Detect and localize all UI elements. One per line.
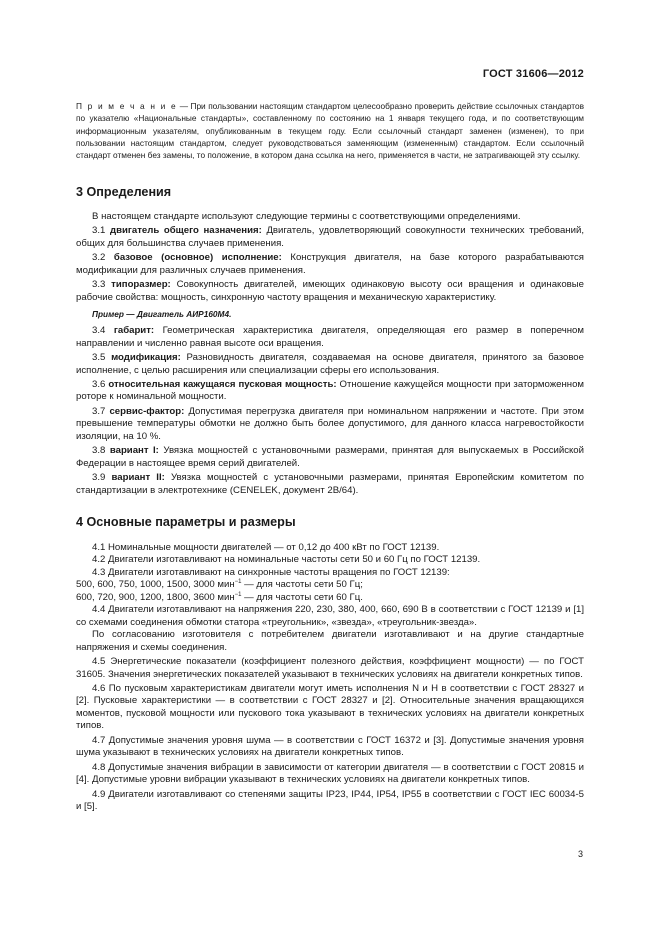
reference-note (76, 100, 584, 161)
note-paragraph (76, 100, 584, 161)
section-3-intro: В настоящем стандарте используют следующие термины с соответствующими определениями. (92, 211, 521, 222)
definition-3-7: 3.7 сервис-фактор: Допустимая перегрузка двигателя при номинальном напряжении и частоте. При этом превышение температуры обмотки не должно быть более допустимого, для данного класса нагревостойкости изоляции, на 10 %. (76, 405, 584, 442)
definition-3-8: 3.8 вариант I: Увязка мощностей с установочными размерами, принятая для выпускаемых в Российской Федерации в настоящее время серий двигателей. (76, 445, 585, 469)
clause-4-9: 4.9 Двигатели изготавливают со степенями защиты IP23, IP44, IP54, IP55 в соответствии с ГОСТ IEC 60034-5 и [5]. (76, 788, 584, 813)
term: двигатель общего назначения: (110, 225, 262, 237)
definition-3-2: 3.2 базовое (основное) исполнение: Конструкция двигателя, на базе которого разрабатываются модификации для различных случаев применения. (76, 252, 584, 276)
term: сервис-фактор: (109, 405, 185, 417)
term: относительная кажущаяся пусковая мощность: (108, 378, 337, 390)
term: базовое (основное) исполнение: (113, 252, 282, 264)
clause-4-2: 4.2 Двигатели изготавливают на номинальные частоты сети 50 и 60 Гц по ГОСТ 12139. (92, 554, 481, 566)
definition-3-3: 3.3 типоразмер: Совокупность двигателей, имеющих одинаковую высоту оси вращения и одинаковые рабочие свойства: мощность, синхронную частоту вращения и механическую характеристику. (76, 279, 584, 303)
clause-4-6: 4.6 По пусковым характеристикам двигатели могут иметь исполнения N и Н в соответствии с ГОСТ 28327 и [2]. Пусковые характеристики — в соответствии с ГОСТ 28327 и [2]. Относительные значения вращающихся моментов, пусковой мощности или пускового тока указывают в технических условиях на двигатели конкретных типов. (76, 682, 584, 732)
clause-4-5: 4.5 Энергетические показатели (коэффициент полезного действия, коэффициент мощности) — по ГОСТ 31605. Значения энергетических показателей указывают в технических условиях на двигатели конкретных типов. (76, 656, 584, 680)
section-4-body (76, 542, 584, 814)
document-header: ГОСТ 31606—2012 (482, 68, 584, 80)
definition-3-1: 3.1 двигатель общего назначения: Двигатель, удовлетворяющий совокупности технических требований, общих для большинства случаев применения. (76, 225, 584, 249)
term: вариант II: (111, 472, 165, 484)
term: типоразмер: (111, 279, 171, 291)
clause-4-3: 4.3 Двигатели изготавливают на синхронные частоты вращения по ГОСТ 12139: (92, 566, 450, 578)
section-3-heading: 3 Определения (76, 185, 172, 199)
note-label: П р и м е ч а н и е (76, 101, 178, 111)
term: вариант I: (109, 445, 159, 457)
definition-3-9: 3.9 вариант II: Увязка мощностей с установочными размерами, принятая Европейским комитетом по стандартизации в электротехнике (CENELEK, документ 2B/64). (76, 472, 584, 496)
page-number: 3 (577, 849, 583, 859)
definition-3-4: 3.4 габарит: Геометрическая характеристика двигателя, определяющая его размер в поперечном направлении и численно равная высоте оси вращения. (76, 325, 584, 349)
definition-3-5: 3.5 модификация: Разновидность двигателя, создаваемая на основе двигателя, принятого за базовое исполнение, с целью расширения или специализации сферы его использования. (76, 352, 584, 376)
clause-4-3-line-2: 600, 720, 900, 1200, 1800, 3600 мин$^{-1}$ — для частоты сети 60 Гц. (76, 591, 363, 603)
clause-4-3-line-1: 500, 600, 750, 1000, 1500, 3000 мин$^{-1}$ — для частоты сети 50 Гц; (76, 579, 363, 591)
clause-4-7: 4.7 Допустимые значения уровня шума — в соответствии с ГОСТ 16372 и [3]. Допустимые значения уровня шума указывают в технических условиях на двигатели конкретных типов. (76, 734, 584, 759)
section-3-body (76, 211, 584, 497)
term: модификация: (111, 352, 181, 364)
section-4-heading: 4 Основные параметры и размеры (76, 515, 296, 529)
clause-4-4: 4.4 Двигатели изготавливают на напряжения 220, 230, 380, 400, 660, 690 В в соответствии с ГОСТ 12139 и [1] со схемами соединения обмотки статора «треугольник», «звезда», «треугольник-звезда». (76, 604, 584, 628)
clause-4-4-note: По согласованию изготовителя с потребителем двигатели изготавливают и на другие стандартные напряжения и схемы соединения. (76, 629, 584, 653)
term: габарит: (113, 325, 155, 337)
clause-4-8: 4.8 Допустимые значения вибрации в зависимости от категории двигателя — в соответствии с ГОСТ 20815 и [4]. Допустимые уровни вибрации указывают в технических условиях на двигатели конкретных типов. (76, 761, 584, 786)
definition-3-6: 3.6 относительная кажущаяся пусковая мощность: Отношение кажущейся мощности при заторможенном роторе к номинальной мощности. (76, 378, 585, 403)
example-note: Пример — Двигатель АИР160М4. (92, 309, 232, 320)
clause-4-1: 4.1 Номинальные мощности двигателей — от 0,12 до 400 кВт по ГОСТ 12139. (92, 542, 440, 553)
note-text: — При пользовании настоящим стандартом целесообразно проверить действие ссылочных стандартов по указателю «Национальные стандарты», составленному по состоянию на 1 января текущего года, и по соответствующим информационным указателям, опубликованным в текущем году. Если ссылочный стандарт заменен (изменен), то при пользовании настоящим стандартом, следует руководствоваться заменяющим (измененным) стандартом. Если ссылочный стандарт отменен без замены, то положение, в котором дана ссылка на него, применяется в части, не затрагивающей эту ссылку. (76, 101, 584, 161)
